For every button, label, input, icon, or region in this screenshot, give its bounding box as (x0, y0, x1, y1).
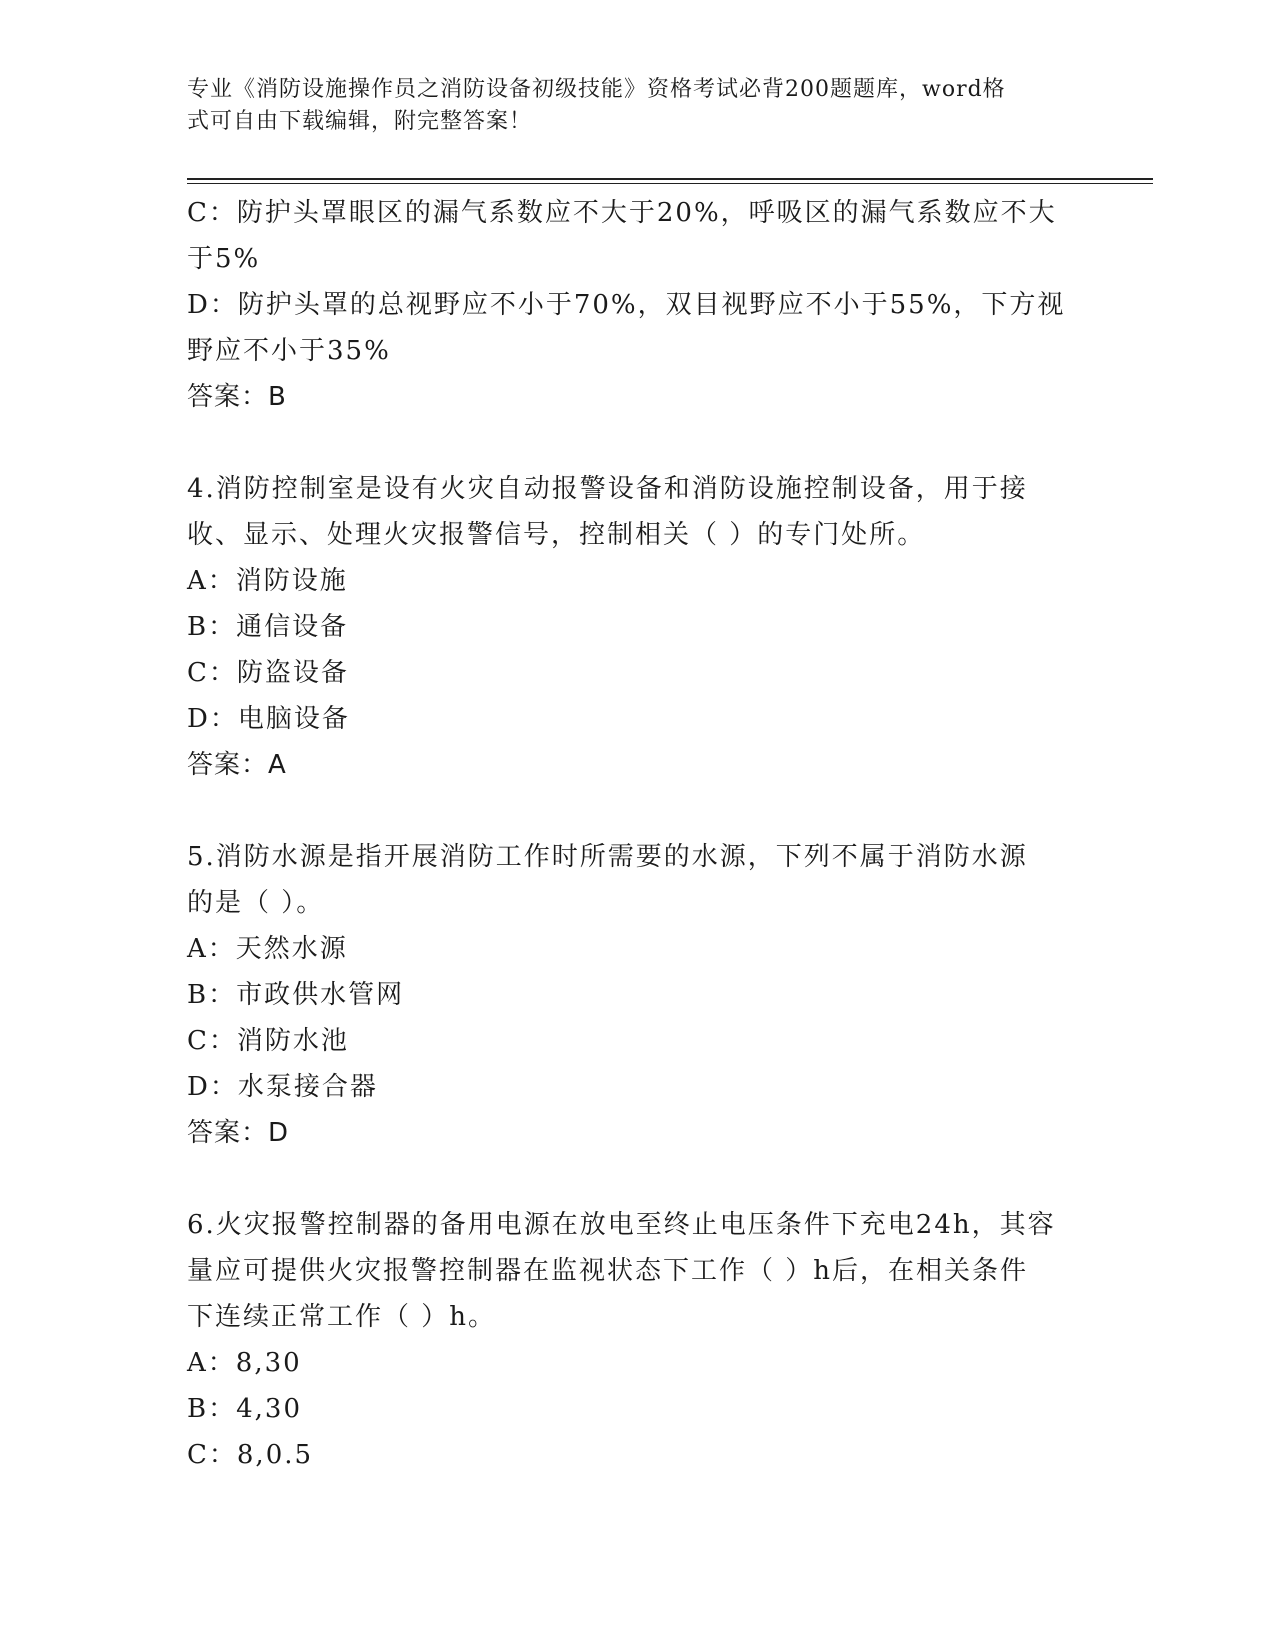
q3-option-d-line-1: D：防护头罩的总视野应不小于70%，双目视野应不小于55%，下方视 (187, 290, 1066, 320)
q5-answer: 答案：D (187, 1118, 290, 1148)
q5-option-c: C：消防水池 (187, 1026, 349, 1056)
header-line-1: 专业《消防设施操作员之消防设备初级技能》资格考试必背200题题库，word格 (187, 77, 1006, 102)
q3-option-d-line-2: 野应不小于35% (187, 336, 391, 366)
q3-option-c-line-1: C：防护头罩眼区的漏气系数应不大于20%，呼吸区的漏气系数应不大 (187, 198, 1057, 228)
q4-stem-line-1: 4.消防控制室是设有火灾自动报警设备和消防设施控制设备，用于接 (187, 474, 1028, 504)
q3-answer: 答案：B (187, 382, 287, 412)
q5-option-d: D：水泵接合器 (187, 1072, 378, 1102)
q5-stem-line-1: 5.消防水源是指开展消防工作时所需要的水源，下列不属于消防水源 (187, 842, 1028, 872)
question-5 (187, 834, 1087, 1156)
q6-option-b: B：4,30 (187, 1394, 302, 1424)
q6-stem-line-2: 量应可提供火灾报警控制器在监视状态下工作（ ）h后，在相关条件 (187, 1256, 1029, 1286)
q4-option-d: D：电脑设备 (187, 704, 350, 734)
q6-option-c: C：8,0.5 (187, 1440, 314, 1470)
q4-option-b: B：通信设备 (187, 612, 349, 642)
q4-stem-line-2: 收、显示、处理火灾报警信号，控制相关（ ）的专门处所。 (187, 520, 926, 550)
q4-answer: 答案：A (187, 750, 287, 780)
question-6 (187, 1202, 1087, 1478)
spacer (187, 420, 1087, 466)
q4-option-c: C：防盗设备 (187, 658, 349, 688)
document-header (187, 74, 1067, 138)
q6-stem-line-1: 6.火灾报警控制器的备用电源在放电至终止电压条件下充电24h，其容 (187, 1210, 1056, 1240)
q5-stem-line-2: 的是（ ）。 (187, 888, 325, 918)
question-4 (187, 466, 1087, 788)
q5-option-a: A：天然水源 (187, 934, 348, 964)
q5-option-b: B：市政供水管网 (187, 980, 405, 1010)
q6-stem-line-3: 下连续正常工作（ ）h。 (187, 1302, 497, 1332)
header-line-2: 式可自由下载编辑，附完整答案！ (187, 109, 533, 134)
q4-option-a: A：消防设施 (187, 566, 348, 596)
spacer (187, 788, 1087, 834)
q3-option-c-line-2: 于5% (187, 244, 261, 274)
question-3-tail (187, 190, 1087, 420)
spacer (187, 1156, 1087, 1202)
header-rule-thick (187, 178, 1153, 180)
q6-option-a: A：8,30 (187, 1348, 302, 1378)
header-rule-thin (187, 183, 1153, 184)
question-content (187, 190, 1087, 1478)
